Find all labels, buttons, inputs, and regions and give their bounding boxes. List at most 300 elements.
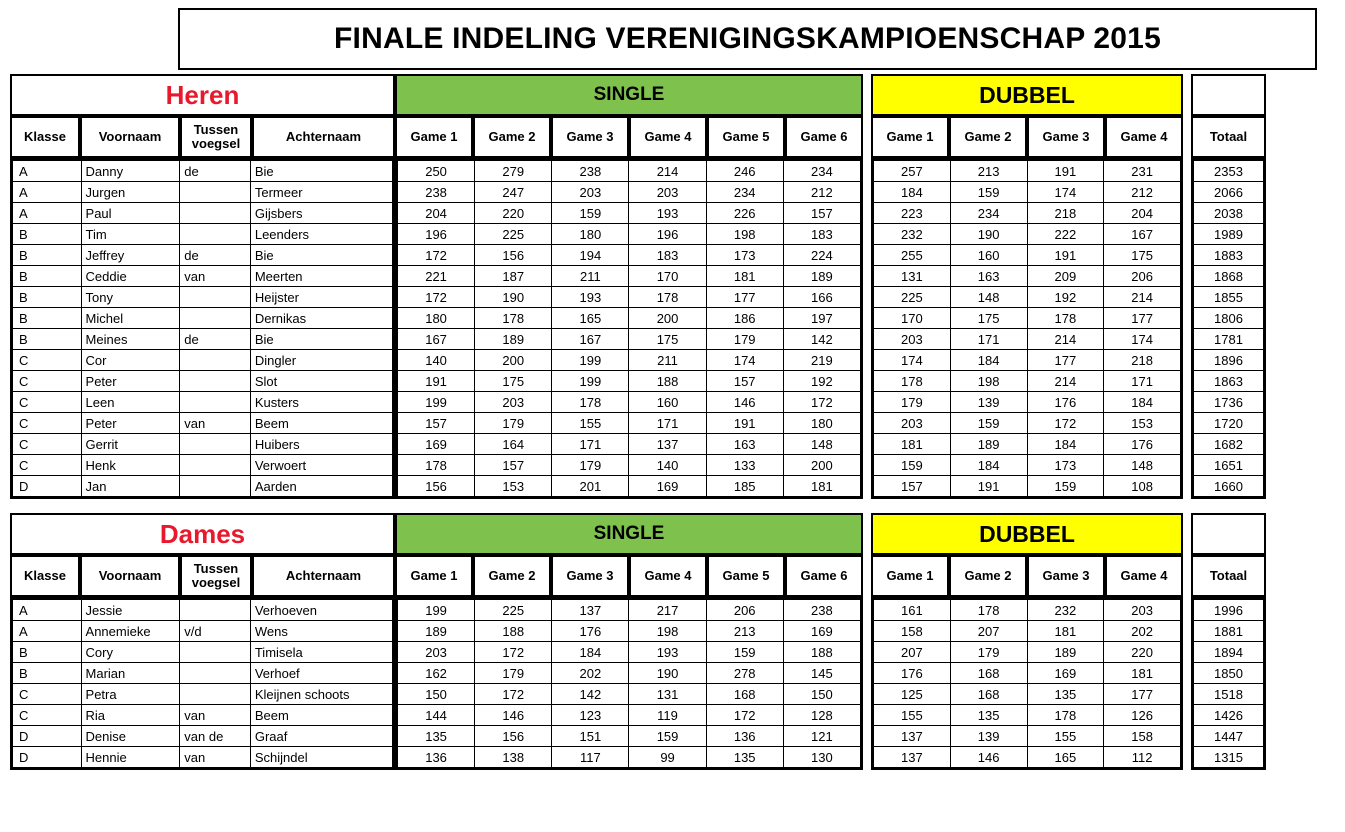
cell-single-game-2: 172 xyxy=(475,684,552,705)
cell-single-game-1: 172 xyxy=(398,287,475,308)
cell-achternaam: Bie xyxy=(250,329,392,350)
cell-single-game-3: 142 xyxy=(552,684,629,705)
header-dubbel-game-4: Game 4 xyxy=(1105,116,1183,158)
cell-voornaam: Ria xyxy=(81,705,180,726)
table-row xyxy=(874,224,1181,245)
cell-single-game-2: 225 xyxy=(475,600,552,621)
cell-single-game-3: 211 xyxy=(552,266,629,287)
cell-klasse: D xyxy=(13,747,82,768)
cell-single-game-2: 225 xyxy=(475,224,552,245)
cell-single-game-6: 172 xyxy=(783,392,860,413)
cell-single-game-4: 119 xyxy=(629,705,706,726)
cell-single-game-1: 189 xyxy=(398,621,475,642)
column-header-row xyxy=(10,116,1335,158)
cell-single-game-1: 172 xyxy=(398,245,475,266)
cell-single-game-2: 156 xyxy=(475,245,552,266)
cell-dubbel-game-4: 206 xyxy=(1104,266,1181,287)
table-row xyxy=(13,161,393,182)
cell-dubbel-game-1: 257 xyxy=(874,161,951,182)
cell-dubbel-game-2: 139 xyxy=(950,726,1027,747)
cell-single-game-5: 136 xyxy=(706,726,783,747)
cell-dubbel-game-4: 158 xyxy=(1104,726,1181,747)
header-gap xyxy=(1183,116,1191,158)
cell-dubbel-game-2: 163 xyxy=(950,266,1027,287)
header-single-game-2: Game 2 xyxy=(473,555,551,597)
cell-voornaam: Tony xyxy=(81,287,180,308)
cell-totaal: 1881 xyxy=(1194,621,1264,642)
cell-dubbel-game-3: 155 xyxy=(1027,726,1104,747)
table-row xyxy=(13,642,393,663)
cell-dubbel-game-1: 181 xyxy=(874,434,951,455)
cell-totaal: 1806 xyxy=(1194,308,1264,329)
table-row xyxy=(874,747,1181,768)
cell-single-game-4: 137 xyxy=(629,434,706,455)
cell-klasse: A xyxy=(13,161,82,182)
cell-klasse: D xyxy=(13,726,82,747)
cell-achternaam: Bie xyxy=(250,161,392,182)
table-row xyxy=(874,287,1181,308)
cell-single-game-1: 167 xyxy=(398,329,475,350)
cell-dubbel-game-1: 161 xyxy=(874,600,951,621)
cell-single-game-6: 234 xyxy=(783,161,860,182)
cell-dubbel-game-4: 171 xyxy=(1104,371,1181,392)
cell-single-game-6: 224 xyxy=(783,245,860,266)
cell-single-game-3: 151 xyxy=(552,726,629,747)
table-row xyxy=(1194,413,1264,434)
cell-single-game-1: 140 xyxy=(398,350,475,371)
cell-single-game-3: 155 xyxy=(552,413,629,434)
header-single-game-4: Game 4 xyxy=(629,555,707,597)
cell-totaal: 1447 xyxy=(1194,726,1264,747)
cell-achternaam: Heijster xyxy=(250,287,392,308)
cell-single-game-5: 173 xyxy=(706,245,783,266)
cell-dubbel-game-3: 209 xyxy=(1027,266,1104,287)
cell-single-game-4: 131 xyxy=(629,684,706,705)
cell-achternaam: Bie xyxy=(250,245,392,266)
cell-totaal: 1682 xyxy=(1194,434,1264,455)
cell-voornaam: Annemieke xyxy=(81,621,180,642)
dubbel-band-label: DUBBEL xyxy=(871,513,1183,555)
cell-dubbel-game-3: 222 xyxy=(1027,224,1104,245)
cell-dubbel-game-3: 135 xyxy=(1027,684,1104,705)
cell-dubbel-game-4: 148 xyxy=(1104,455,1181,476)
cell-single-game-4: 140 xyxy=(629,455,706,476)
cell-single-game-1: 156 xyxy=(398,476,475,497)
cell-tussenvoegsel xyxy=(180,392,251,413)
header-klasse: Klasse xyxy=(10,555,80,597)
cell-dubbel-game-2: 191 xyxy=(950,476,1027,497)
cell-single-game-2: 172 xyxy=(475,642,552,663)
cell-dubbel-game-3: 177 xyxy=(1027,350,1104,371)
cell-dubbel-game-2: 189 xyxy=(950,434,1027,455)
header-single-game-6: Game 6 xyxy=(785,116,863,158)
cell-dubbel-game-2: 190 xyxy=(950,224,1027,245)
cell-totaal: 1896 xyxy=(1194,350,1264,371)
cell-single-game-3: 203 xyxy=(552,182,629,203)
table-row xyxy=(874,726,1181,747)
table-row xyxy=(13,392,393,413)
cell-single-game-5: 177 xyxy=(706,287,783,308)
cell-dubbel-game-4: 177 xyxy=(1104,308,1181,329)
cell-single-game-6: 142 xyxy=(783,329,860,350)
cell-tussenvoegsel xyxy=(180,476,251,497)
names-block xyxy=(10,597,395,770)
cell-achternaam: Dernikas xyxy=(250,308,392,329)
table-row xyxy=(874,308,1181,329)
cell-dubbel-game-1: 125 xyxy=(874,684,951,705)
cell-single-game-4: 211 xyxy=(629,350,706,371)
cell-single-game-4: 193 xyxy=(629,642,706,663)
cell-dubbel-game-2: 146 xyxy=(950,747,1027,768)
table-row xyxy=(398,329,861,350)
cell-klasse: B xyxy=(13,329,82,350)
cell-achternaam: Termeer xyxy=(250,182,392,203)
section-title: Dames xyxy=(10,513,395,555)
cell-tussenvoegsel xyxy=(180,600,251,621)
cell-achternaam: Huibers xyxy=(250,434,392,455)
cell-tussenvoegsel xyxy=(180,350,251,371)
table-row xyxy=(13,455,393,476)
header-gap xyxy=(863,116,871,158)
cell-voornaam: Hennie xyxy=(81,747,180,768)
cell-single-game-4: 217 xyxy=(629,600,706,621)
cell-voornaam: Henk xyxy=(81,455,180,476)
cell-voornaam: Cor xyxy=(81,350,180,371)
cell-single-game-4: 198 xyxy=(629,621,706,642)
cell-single-game-3: 137 xyxy=(552,600,629,621)
table-row xyxy=(874,455,1181,476)
cell-single-game-3: 159 xyxy=(552,203,629,224)
cell-dubbel-game-4: 167 xyxy=(1104,224,1181,245)
cell-klasse: B xyxy=(13,245,82,266)
cell-single-game-5: 135 xyxy=(706,747,783,768)
single-band-label: SINGLE xyxy=(395,513,863,555)
cell-single-game-4: 196 xyxy=(629,224,706,245)
cell-single-game-1: 157 xyxy=(398,413,475,434)
cell-single-game-6: 183 xyxy=(783,224,860,245)
cell-tussenvoegsel: van xyxy=(180,747,251,768)
cell-totaal: 1863 xyxy=(1194,371,1264,392)
cell-dubbel-game-1: 255 xyxy=(874,245,951,266)
cell-dubbel-game-1: 155 xyxy=(874,705,951,726)
cell-tussenvoegsel: van xyxy=(180,266,251,287)
cell-dubbel-game-3: 192 xyxy=(1027,287,1104,308)
cell-single-game-5: 234 xyxy=(706,182,783,203)
table-row xyxy=(398,203,861,224)
table-row xyxy=(1194,329,1264,350)
section-dames xyxy=(10,513,1335,770)
cell-single-game-3: 179 xyxy=(552,455,629,476)
cell-single-game-2: 164 xyxy=(475,434,552,455)
header-totaal: Totaal xyxy=(1191,555,1266,597)
cell-single-game-1: 221 xyxy=(398,266,475,287)
cell-single-game-3: 117 xyxy=(552,747,629,768)
section-spacer xyxy=(10,501,1335,513)
header-single-game-5: Game 5 xyxy=(707,555,785,597)
cell-dubbel-game-2: 198 xyxy=(950,371,1027,392)
cell-dubbel-game-2: 178 xyxy=(950,600,1027,621)
cell-single-game-2: 190 xyxy=(475,287,552,308)
cell-single-game-6: 188 xyxy=(783,642,860,663)
block-gap xyxy=(863,597,871,770)
table-row xyxy=(1194,161,1264,182)
table-row xyxy=(1194,600,1264,621)
cell-single-game-2: 179 xyxy=(475,413,552,434)
cell-single-game-4: 169 xyxy=(629,476,706,497)
table-row xyxy=(1194,705,1264,726)
cell-dubbel-game-3: 218 xyxy=(1027,203,1104,224)
cell-single-game-4: 171 xyxy=(629,413,706,434)
table-row xyxy=(398,434,861,455)
table-row xyxy=(398,705,861,726)
table-row xyxy=(398,621,861,642)
table-row xyxy=(398,392,861,413)
cell-single-game-1: 199 xyxy=(398,600,475,621)
table-row xyxy=(398,287,861,308)
cell-dubbel-game-3: 159 xyxy=(1027,476,1104,497)
cell-klasse: C xyxy=(13,413,82,434)
cell-klasse: B xyxy=(13,663,82,684)
cell-voornaam: Jessie xyxy=(81,600,180,621)
cell-single-game-1: 150 xyxy=(398,684,475,705)
table-row xyxy=(1194,224,1264,245)
cell-dubbel-game-3: 191 xyxy=(1027,161,1104,182)
cell-dubbel-game-4: 214 xyxy=(1104,287,1181,308)
cell-dubbel-game-2: 168 xyxy=(950,684,1027,705)
cell-voornaam: Gerrit xyxy=(81,434,180,455)
cell-single-game-6: 121 xyxy=(783,726,860,747)
cell-single-game-2: 279 xyxy=(475,161,552,182)
cell-klasse: B xyxy=(13,642,82,663)
cell-single-game-6: 130 xyxy=(783,747,860,768)
cell-dubbel-game-4: 202 xyxy=(1104,621,1181,642)
cell-dubbel-game-1: 223 xyxy=(874,203,951,224)
cell-voornaam: Jan xyxy=(81,476,180,497)
cell-klasse: B xyxy=(13,224,82,245)
cell-single-game-2: 203 xyxy=(475,392,552,413)
cell-tussenvoegsel: van de xyxy=(180,726,251,747)
table-row xyxy=(13,371,393,392)
cell-single-game-4: 188 xyxy=(629,371,706,392)
cell-voornaam: Marian xyxy=(81,663,180,684)
cell-single-game-5: 163 xyxy=(706,434,783,455)
cell-dubbel-game-3: 214 xyxy=(1027,329,1104,350)
cell-dubbel-game-4: 181 xyxy=(1104,663,1181,684)
cell-achternaam: Verwoert xyxy=(250,455,392,476)
cell-single-game-1: 162 xyxy=(398,663,475,684)
cell-totaal: 1883 xyxy=(1194,245,1264,266)
table-row xyxy=(13,245,393,266)
table-row xyxy=(1194,642,1264,663)
cell-single-game-2: 189 xyxy=(475,329,552,350)
cell-single-game-1: 199 xyxy=(398,392,475,413)
cell-single-game-4: 170 xyxy=(629,266,706,287)
cell-single-game-2: 153 xyxy=(475,476,552,497)
cell-single-game-3: 178 xyxy=(552,392,629,413)
sections-container xyxy=(10,74,1335,770)
table-row xyxy=(13,224,393,245)
table-row xyxy=(874,182,1181,203)
table-row xyxy=(1194,350,1264,371)
cell-dubbel-game-4: 175 xyxy=(1104,245,1181,266)
cell-achternaam: Schijndel xyxy=(250,747,392,768)
cell-single-game-6: 150 xyxy=(783,684,860,705)
table-row xyxy=(874,329,1181,350)
cell-tussenvoegsel: v/d xyxy=(180,621,251,642)
cell-tussenvoegsel: de xyxy=(180,245,251,266)
cell-voornaam: Cory xyxy=(81,642,180,663)
cell-dubbel-game-4: 177 xyxy=(1104,684,1181,705)
cell-single-game-3: 193 xyxy=(552,287,629,308)
cell-klasse: A xyxy=(13,621,82,642)
cell-single-game-5: 181 xyxy=(706,266,783,287)
header-single-game-4: Game 4 xyxy=(629,116,707,158)
cell-tussenvoegsel xyxy=(180,287,251,308)
cell-single-game-2: 179 xyxy=(475,663,552,684)
title-left-spacer xyxy=(10,8,178,70)
table-row xyxy=(1194,287,1264,308)
cell-dubbel-game-2: 148 xyxy=(950,287,1027,308)
cell-dubbel-game-2: 207 xyxy=(950,621,1027,642)
table-row xyxy=(398,371,861,392)
cell-single-game-3: 180 xyxy=(552,224,629,245)
header-dubbel-game-2: Game 2 xyxy=(949,116,1027,158)
header-achternaam: Achternaam xyxy=(252,555,395,597)
table-row xyxy=(1194,476,1264,497)
cell-single-game-5: 157 xyxy=(706,371,783,392)
cell-klasse: B xyxy=(13,266,82,287)
cell-single-game-5: 179 xyxy=(706,329,783,350)
cell-dubbel-game-1: 176 xyxy=(874,663,951,684)
table-row xyxy=(398,663,861,684)
cell-dubbel-game-1: 157 xyxy=(874,476,951,497)
cell-totaal: 2066 xyxy=(1194,182,1264,203)
table-row xyxy=(13,663,393,684)
table-row xyxy=(1194,266,1264,287)
header-klasse: Klasse xyxy=(10,116,80,158)
cell-totaal: 1720 xyxy=(1194,413,1264,434)
cell-dubbel-game-4: 184 xyxy=(1104,392,1181,413)
cell-single-game-3: 199 xyxy=(552,371,629,392)
dubbel-scores-block xyxy=(871,158,1183,499)
band-gap xyxy=(1183,74,1191,116)
cell-voornaam: Tim xyxy=(81,224,180,245)
cell-dubbel-game-1: 203 xyxy=(874,413,951,434)
cell-dubbel-game-4: 220 xyxy=(1104,642,1181,663)
table-row xyxy=(874,600,1181,621)
cell-single-game-5: 226 xyxy=(706,203,783,224)
cell-single-game-1: 196 xyxy=(398,224,475,245)
cell-voornaam: Peter xyxy=(81,413,180,434)
title-row xyxy=(10,8,1335,70)
table-row xyxy=(874,705,1181,726)
block-gap xyxy=(1183,597,1191,770)
cell-dubbel-game-3: 232 xyxy=(1027,600,1104,621)
cell-single-game-6: 169 xyxy=(783,621,860,642)
cell-achternaam: Meerten xyxy=(250,266,392,287)
cell-achternaam: Verhoeven xyxy=(250,600,392,621)
table-row xyxy=(13,705,393,726)
cell-dubbel-game-3: 191 xyxy=(1027,245,1104,266)
cell-dubbel-game-3: 174 xyxy=(1027,182,1104,203)
cell-dubbel-game-3: 184 xyxy=(1027,434,1104,455)
cell-dubbel-game-4: 108 xyxy=(1104,476,1181,497)
cell-single-game-3: 202 xyxy=(552,663,629,684)
cell-voornaam: Petra xyxy=(81,684,180,705)
band-gap xyxy=(1183,513,1191,555)
table-row xyxy=(398,161,861,182)
section-heren xyxy=(10,74,1335,499)
cell-achternaam: Gijsbers xyxy=(250,203,392,224)
cell-single-game-4: 175 xyxy=(629,329,706,350)
band-gap xyxy=(863,513,871,555)
totaal-block xyxy=(1191,158,1266,499)
header-single-game-3: Game 3 xyxy=(551,555,629,597)
cell-dubbel-game-4: 204 xyxy=(1104,203,1181,224)
header-voornaam: Voornaam xyxy=(80,116,180,158)
cell-single-game-6: 200 xyxy=(783,455,860,476)
cell-dubbel-game-1: 184 xyxy=(874,182,951,203)
cell-single-game-5: 198 xyxy=(706,224,783,245)
cell-voornaam: Meines xyxy=(81,329,180,350)
table-row xyxy=(398,684,861,705)
cell-single-game-1: 178 xyxy=(398,455,475,476)
cell-dubbel-game-1: 159 xyxy=(874,455,951,476)
table-row xyxy=(13,726,393,747)
block-gap xyxy=(1183,158,1191,499)
table-row xyxy=(398,600,861,621)
table-row xyxy=(398,266,861,287)
cell-klasse: C xyxy=(13,434,82,455)
cell-dubbel-game-3: 181 xyxy=(1027,621,1104,642)
cell-dubbel-game-2: 171 xyxy=(950,329,1027,350)
cell-single-game-4: 200 xyxy=(629,308,706,329)
cell-tussenvoegsel xyxy=(180,203,251,224)
band-row xyxy=(10,74,1335,116)
table-row xyxy=(1194,747,1264,768)
cell-dubbel-game-1: 207 xyxy=(874,642,951,663)
cell-dubbel-game-2: 135 xyxy=(950,705,1027,726)
cell-dubbel-game-3: 165 xyxy=(1027,747,1104,768)
table-row xyxy=(874,476,1181,497)
table-row xyxy=(13,266,393,287)
cell-single-game-2: 175 xyxy=(475,371,552,392)
column-header-row xyxy=(10,555,1335,597)
section-title: Heren xyxy=(10,74,395,116)
table-row xyxy=(398,350,861,371)
cell-klasse: C xyxy=(13,350,82,371)
cell-single-game-1: 144 xyxy=(398,705,475,726)
cell-single-game-3: 201 xyxy=(552,476,629,497)
cell-dubbel-game-2: 159 xyxy=(950,182,1027,203)
table-row xyxy=(398,455,861,476)
table-row xyxy=(398,747,861,768)
cell-single-game-4: 183 xyxy=(629,245,706,266)
totaal-band-spacer xyxy=(1191,74,1266,116)
cell-klasse: C xyxy=(13,684,82,705)
cell-dubbel-game-4: 174 xyxy=(1104,329,1181,350)
table-row xyxy=(13,413,393,434)
table-row xyxy=(398,224,861,245)
cell-dubbel-game-3: 178 xyxy=(1027,308,1104,329)
table-row xyxy=(13,287,393,308)
cell-klasse: D xyxy=(13,476,82,497)
cell-single-game-3: 167 xyxy=(552,329,629,350)
cell-single-game-6: 189 xyxy=(783,266,860,287)
table-row xyxy=(398,413,861,434)
cell-dubbel-game-1: 158 xyxy=(874,621,951,642)
cell-single-game-5: 278 xyxy=(706,663,783,684)
